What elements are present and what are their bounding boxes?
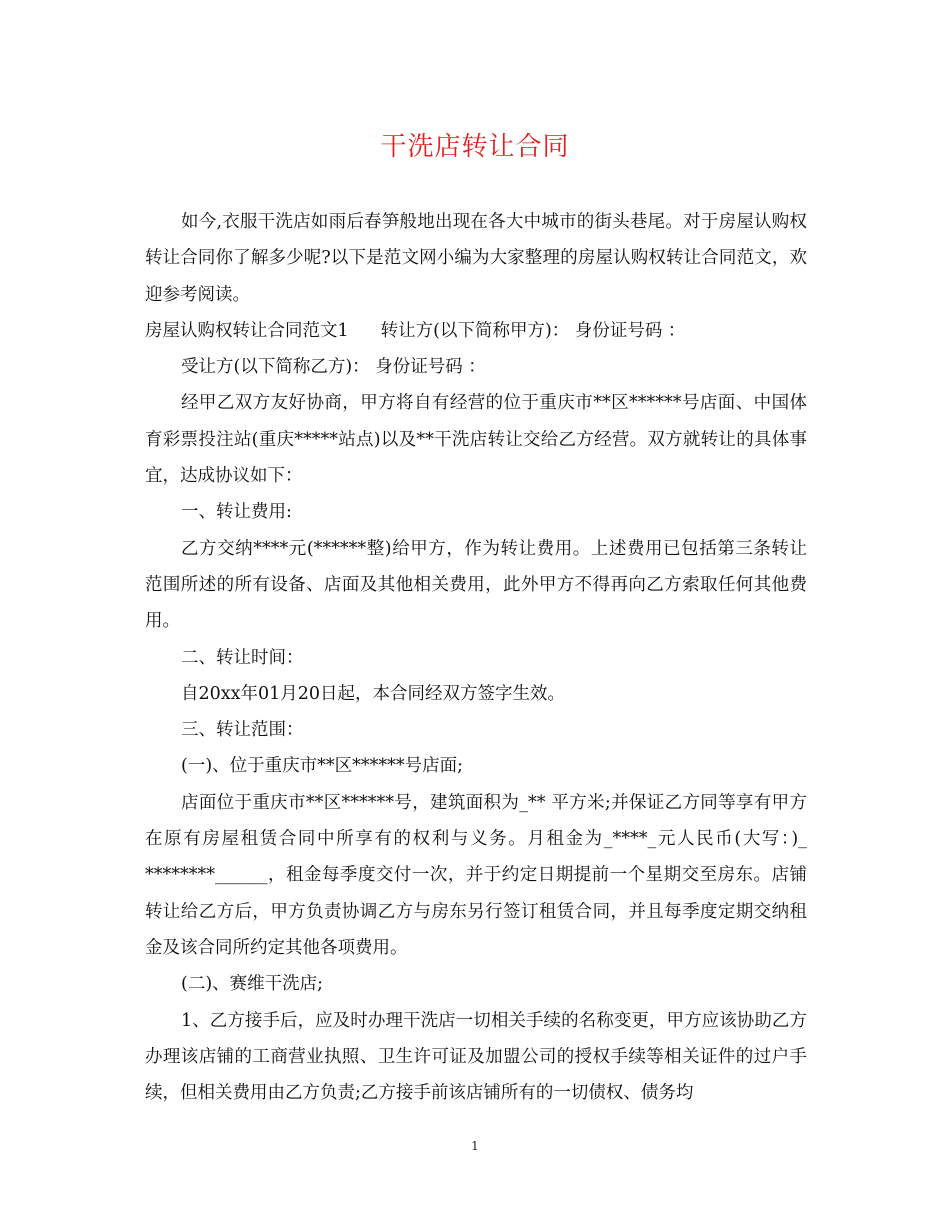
document-body [145, 204, 807, 1111]
page-number: 1 [471, 1139, 479, 1153]
section-time-heading: 二、转让时间： [181, 647, 304, 668]
fee-paragraph: 乙方交纳****元(******整)给甲方，作为转让费用。上述费用已包括第三条转让范围所述的所有设备、店面及其他相关费用，此外甲方不得再向乙方索取任何其他费用。 [145, 538, 807, 632]
section-scope-heading: 三、转让范围： [181, 720, 304, 741]
sample-contract-heading: 房屋认购权转让合同范文1 [145, 320, 349, 341]
clause-1-paragraph: 1、乙方接手后，应及时办理干洗店一切相关手续的名称变更，甲方应该协助乙方办理该店铺的工商营业执照、卫生许可证及加盟公司的授权手续等相关证件的过户手续，但相关费用由乙方负责;乙方接手前该店铺所有的一切债权、债务均 [145, 1010, 807, 1104]
section-fee-heading: 一、转让费用: [181, 502, 292, 523]
storefront-paragraph: 店面位于重庆市**区******号，建筑面积为_** 平方米;并保证乙方同等享有甲方在原有房屋租赁合同中所享有的权利与义务。月租金为_****_元人民币(大写：)_ ********______，租金每季度交付一次，并于约定日期提前一个星期交至房东。店铺转让给乙方后，甲方负责协调乙方与房东另行签订租赁合同，并且每季度定期交纳租金及该合同所约定其他各项费用。 [145, 792, 807, 958]
scope-item-2-heading: (二)、赛维干洗店; [181, 974, 324, 995]
document-title: 干洗店转让合同 [380, 132, 570, 162]
time-paragraph: 自20xx年01月20日起，本合同经双方签字生效。 [181, 683, 566, 704]
intro-paragraph: 如今,衣服干洗店如雨后春笋般地出现在各大中城市的街头巷尾。对于房屋认购权转让合同你了解多少呢?以下是范文网小编为大家整理的房屋认购权转让合同范文，欢迎参考阅读。 [145, 212, 807, 305]
contract-heading-line [145, 313, 807, 349]
transferee-line: 受让方(以下简称乙方)： 身份证号码 ： [181, 357, 486, 378]
transferor-line: 转让方(以下简称甲方)： 身份证号码 ： [380, 320, 686, 341]
agreement-paragraph: 经甲乙双方友好协商，甲方将自有经营的位于重庆市**区******号店面、中国体育彩票投注站(重庆*****站点)以及**干洗店转让交给乙方经营。双方就转让的具体事宜，达成协议如下： [145, 393, 807, 487]
scope-item-1-heading: (一)、位于重庆市**区******号店面; [181, 756, 464, 777]
